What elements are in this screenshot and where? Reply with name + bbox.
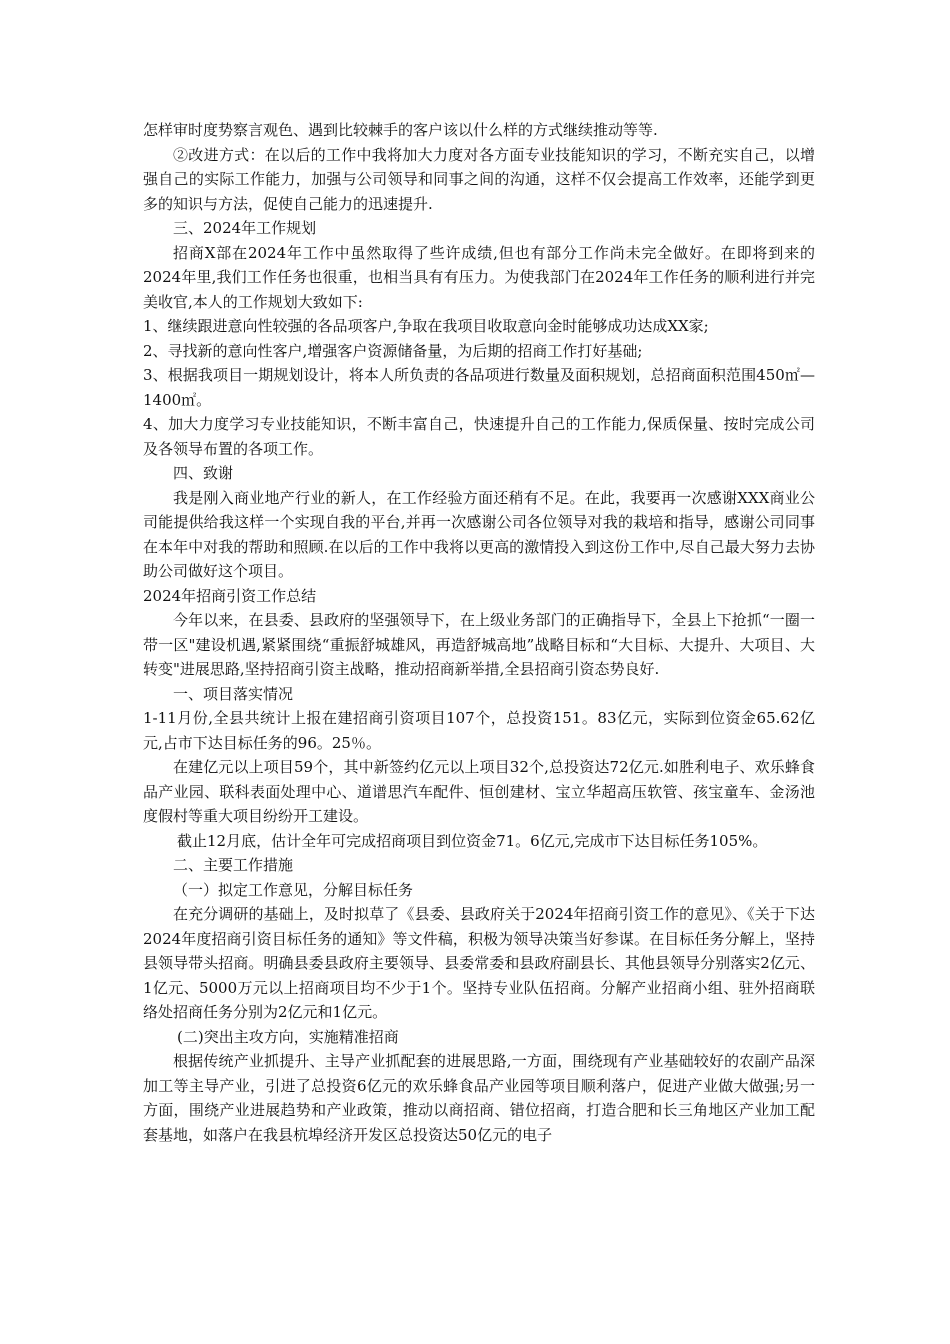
section-heading: 一、项目落实情况: [173, 684, 294, 703]
section-heading: 三、2024年工作规划: [173, 219, 317, 237]
list-item: 3、根据我项目一期规划设计，将本人所负责的各品项进行数量及面积规划，总招商面积范围450㎡—1400㎡。: [143, 366, 815, 409]
list-item: 1、继续跟进意向性较强的各品项客户,争取在我项目收取意向金时能够成功达成XX家;: [143, 317, 709, 335]
list-item: 2、寻找新的意向性客户,增强客户资源储备量，为后期的招商工作打好基础;: [143, 341, 643, 360]
document-title: 2024年招商引资工作总结: [143, 586, 317, 605]
paragraph: 今年以来，在县委、县政府的坚强领导下，在上级业务部门的正确指导下，全县上下抢抓“一圈一带一区"建设机遇,紧紧围绕“重振舒城雄风，再造舒城高地”战略目标和“大目标、大提升、大项目、大转变"进展思路,坚持招商引资主战略，推动招商新举措,全县招商引资态势良好.: [143, 611, 815, 678]
subsection-heading: (二)突出主攻方向，实施精准招商: [177, 1027, 399, 1046]
section-heading: 四、致谢: [173, 464, 234, 482]
paragraph: 截止12月底，估计全年可完成招商项目到位资金71。6亿元,完成市下达目标任务105%。: [177, 831, 768, 850]
paragraph: 根据传统产业抓提升、主导产业抓配套的进展思路,一方面，围绕现有产业基础较好的农副产品深加工等主导产业，引进了总投资6亿元的欢乐蜂食品产业园等项目顺利落户，促进产业做大做强;另一方面，围绕产业进展趋势和产业政策，推动以商招商、错位招商，打造合肥和长三角地区产业加工配套基地，如落户在我县杭埠经济开发区总投资达50亿元的电子: [143, 1052, 815, 1144]
paragraph: 招商X部在2024年工作中虽然取得了些许成绩,但也有部分工作尚未完全做好。在即将到来的2024年里,我们工作任务也很重，也相当具有有压力。为使我部门在2024年工作任务的顺利进行并完美收官,本人的工作规划大致如下:: [143, 243, 815, 311]
paragraph: 我是刚入商业地产行业的新人，在工作经验方面还稍有不足。在此，我要再一次感谢XXX商业公司能提供给我这样一个实现自我的平台,并再一次感谢公司各位领导对我的栽培和指导，感谢公司同事在本年中对我的帮助和照顾.在以后的工作中我将以更高的激情投入到这份工作中,尽自己最大努力去协助公司做好这个项目。: [143, 488, 815, 580]
paragraph: ②改进方式：在以后的工作中我将加大力度对各方面专业技能知识的学习，不断充实自己，以增强自己的实际工作能力，加强与公司领导和同事之间的沟通，这样不仅会提高工作效率，还能学到更多的知识与方法，促使自己能力的迅速提升.: [143, 145, 815, 213]
list-item: 4、加大力度学习专业技能知识，不断丰富自己，快速提升自己的工作能力,保质保量、按时完成公司及各领导布置的各项工作。: [143, 415, 815, 458]
document-page: [143, 118, 815, 1147]
paragraph: 在充分调研的基础上，及时拟草了《县委、县政府关于2024年招商引资工作的意见》、《关于下达2024年度招商引资目标任务的通知》等文件稿，积极为领导决策当好参谋。在目标任务分解上，坚持县领导带头招商。明确县委县政府主要领导、县委常委和县政府副县长、其他县领导分别落实2亿元、1亿元、5000万元以上招商项目均不少于1个。坚持专业队伍招商。分解产业招商小组、驻外招商联络处招商任务分别为2亿元和1亿元。: [143, 905, 815, 1021]
section-heading: 二、主要工作措施: [173, 856, 294, 874]
paragraph: 在建亿元以上项目59个，其中新签约亿元以上项目32个,总投资达72亿元.如胜利电子、欢乐蜂食品产业园、联科表面处理中心、道谱思汽车配件、恒创建材、宝立华超高压软管、孩宝童车、金汤池度假村等重大项目纷纷开工建设。: [143, 758, 815, 825]
subsection-heading: （一）拟定工作意见，分解目标任务: [173, 880, 414, 899]
paragraph: 1-11月份,全县共统计上报在建招商引资项目107个，总投资151。83亿元，实际到位资金65.62亿元,占市下达目标任务的96。25％。: [143, 709, 815, 752]
paragraph: 怎样审时度势察言观色、遇到比较棘手的客户该以什么样的方式继续推动等等.: [143, 121, 658, 139]
